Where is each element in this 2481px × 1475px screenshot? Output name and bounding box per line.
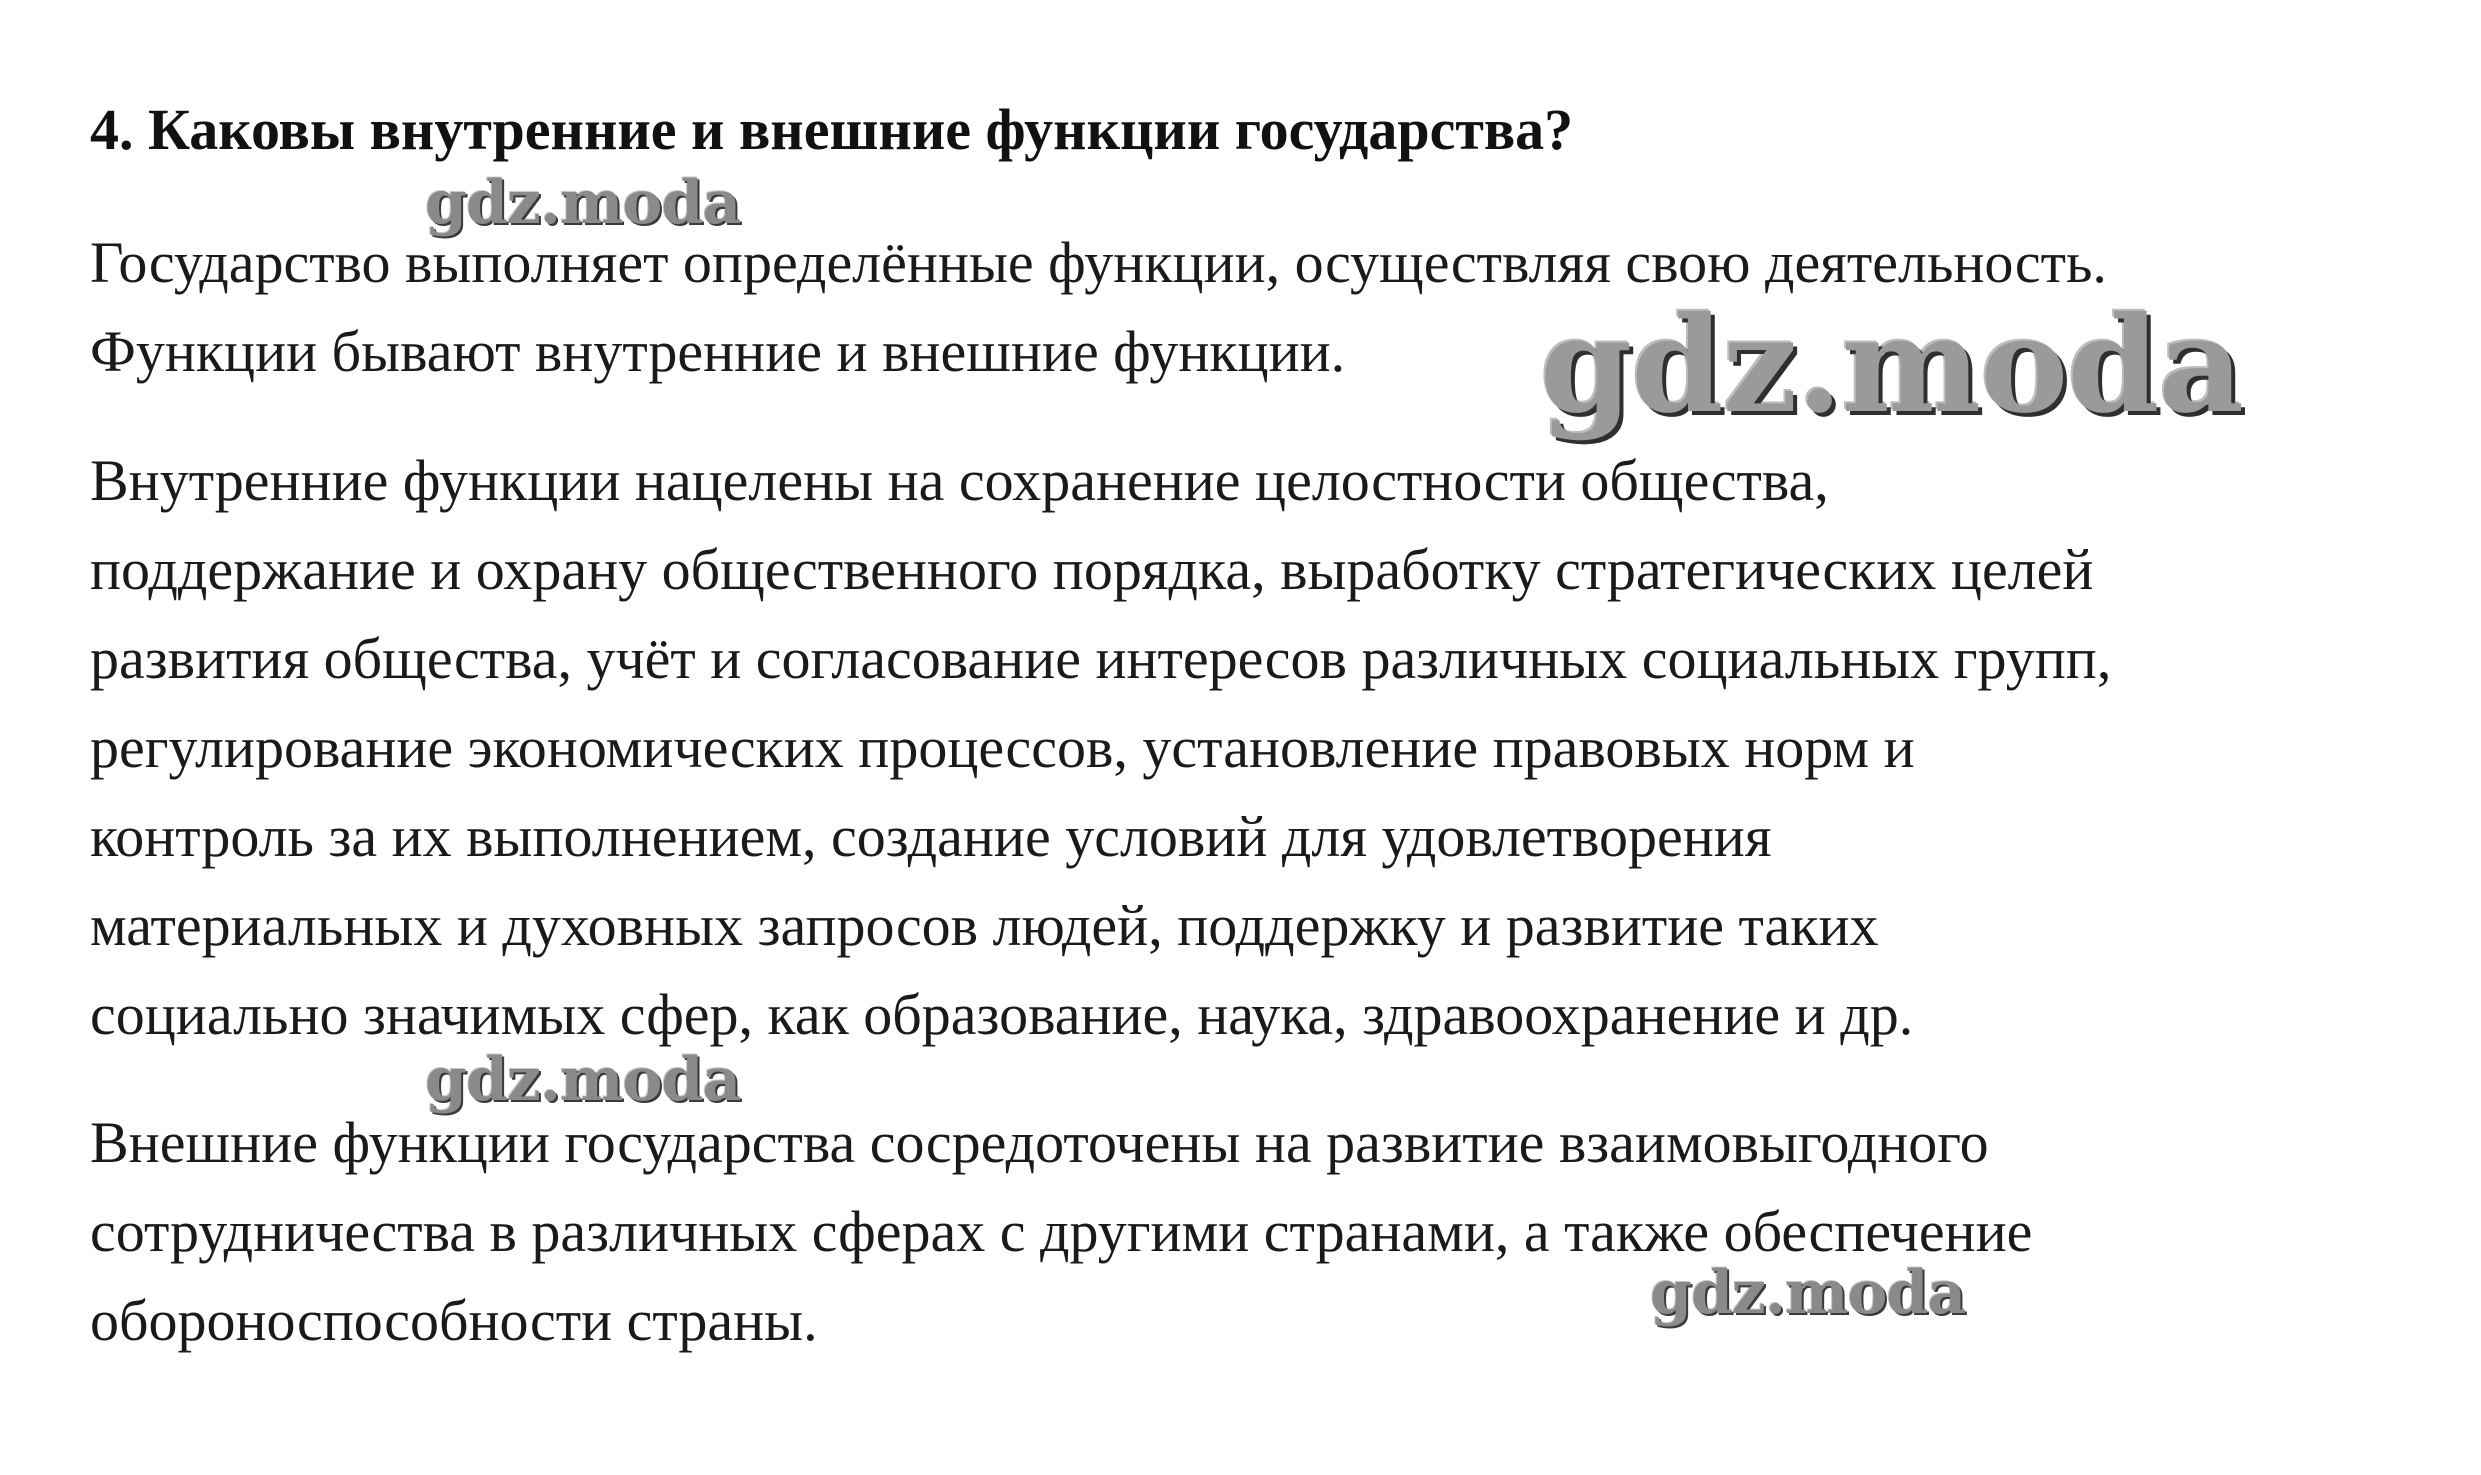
text-line: Внешние функции государства сосредоточены на развитие взаимовыгодного	[90, 1110, 1989, 1175]
text-line: материальных и духовных запросов людей, поддержку и развитие таких	[90, 893, 1879, 958]
text-line: обороноспособности страны.	[90, 1288, 818, 1353]
text-line: регулирование экономических процессов, установление правовых норм и	[90, 715, 1915, 780]
text-line: социально значимых сфер, как образование, наука, здравоохранение и др.	[90, 982, 1914, 1047]
watermark-logo: gdz.moda	[425, 168, 741, 238]
watermark-logo: gdz.moda	[425, 1045, 741, 1115]
text-line: контроль за их выполнением, создание условий для удовлетворения	[90, 804, 1772, 869]
text-line: Функции бывают внутренние и внешние функции.	[90, 319, 1346, 384]
watermark-logo: gdz.moda	[1650, 1258, 1966, 1328]
text-line: Государство выполняет определённые функции, осуществляя свою деятельность.	[90, 230, 2107, 295]
text-line: Внутренние функции нацелены на сохранение целостности общества,	[90, 448, 1829, 513]
text-line: поддержание и охрану общественного порядка, выработку стратегических целей	[90, 537, 2094, 602]
text-line: развития общества, учёт и согласование интересов различных социальных групп,	[90, 626, 2112, 691]
text-line: сотрудничества в различных сферах с другими странами, а также обеспечение	[90, 1199, 2033, 1264]
watermark-logo: gdz.moda	[1540, 288, 2244, 443]
question-heading: 4. Каковы внутренние и внешние функции государства?	[90, 97, 1574, 162]
paragraph-internal-functions	[90, 436, 2111, 1059]
